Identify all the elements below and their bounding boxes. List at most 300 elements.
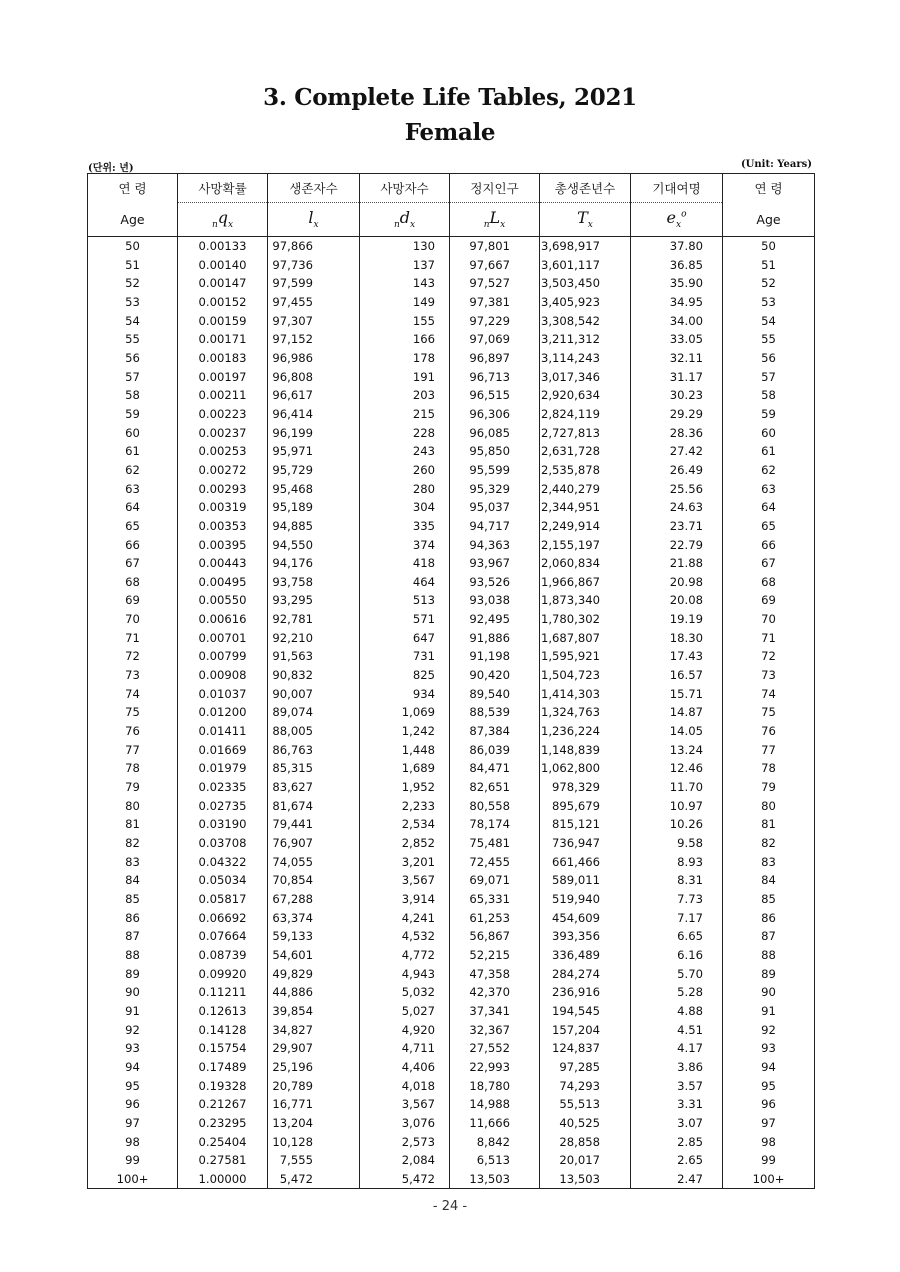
- cell-age: 89: [125, 966, 140, 981]
- cell-deaths: 1,689: [360, 759, 450, 778]
- cell-age-right: 68: [723, 573, 815, 592]
- cell-total-person-years: 1,780,302: [540, 610, 631, 629]
- table-row: [88, 834, 815, 853]
- cell-age: 76: [125, 724, 140, 739]
- cell-survivors: 63,374: [268, 909, 360, 928]
- cell-age: 90: [125, 985, 140, 1000]
- cell-age: 97: [125, 1115, 140, 1130]
- cell-total-person-years: 124,837: [540, 1039, 631, 1058]
- cell-total-person-years: 895,679: [540, 797, 631, 816]
- table-row: [88, 237, 815, 256]
- cell-life-expectancy: 3.57: [631, 1077, 723, 1096]
- cell-stationary-population: 14,988: [450, 1095, 540, 1114]
- cell-stationary-population: 95,850: [450, 442, 540, 461]
- cell-age: 56: [125, 350, 140, 365]
- cell-age: 68: [125, 574, 140, 589]
- table-row: [88, 293, 815, 312]
- cell-death-probability: 0.00550: [178, 591, 268, 610]
- cell-age: 63: [125, 481, 140, 496]
- cell-stationary-population: 32,367: [450, 1021, 540, 1040]
- cell-life-expectancy: 27.42: [631, 442, 723, 461]
- cell-age: 59: [125, 406, 140, 421]
- table-row: [88, 591, 815, 610]
- cell-death-probability: 0.19328: [178, 1077, 268, 1096]
- cell-survivors: 90,007: [268, 685, 360, 704]
- table-row: [88, 909, 815, 928]
- cell-stationary-population: 94,363: [450, 536, 540, 555]
- cell-death-probability: 0.00152: [178, 293, 268, 312]
- cell-life-expectancy: 2.85: [631, 1133, 723, 1152]
- cell-age: 77: [125, 742, 140, 757]
- cell-stationary-population: 11,666: [450, 1114, 540, 1133]
- cell-total-person-years: 3,308,542: [540, 312, 631, 331]
- cell-survivors: 13,204: [268, 1114, 360, 1133]
- cell-stationary-population: 92,495: [450, 610, 540, 629]
- cell-survivors: 81,674: [268, 797, 360, 816]
- unit-label-english: (Unit: Years): [740, 159, 812, 170]
- cell-stationary-population: 96,085: [450, 424, 540, 443]
- cell-deaths: 4,532: [360, 927, 450, 946]
- table-row: [88, 1151, 815, 1170]
- cell-deaths: 5,032: [360, 983, 450, 1002]
- cell-survivors: 91,563: [268, 647, 360, 666]
- cell-age-right: 71: [723, 629, 815, 648]
- cell-age-right: 50: [723, 237, 815, 256]
- cell-age-right: 99: [723, 1151, 815, 1170]
- symbol-nLx: $_nL_x$: [450, 203, 540, 237]
- cell-age-right: 97: [723, 1114, 815, 1133]
- table-row: [88, 722, 815, 741]
- cell-age-right: 51: [723, 256, 815, 275]
- cell-deaths: 3,567: [360, 871, 450, 890]
- cell-age: 96: [125, 1097, 140, 1112]
- cell-survivors: 95,971: [268, 442, 360, 461]
- cell-stationary-population: 8,842: [450, 1133, 540, 1152]
- cell-total-person-years: 393,356: [540, 927, 631, 946]
- table-row: [88, 871, 815, 890]
- cell-stationary-population: 97,667: [450, 256, 540, 275]
- cell-life-expectancy: 29.29: [631, 405, 723, 424]
- cell-death-probability: 0.01037: [178, 685, 268, 704]
- cell-deaths: 2,084: [360, 1151, 450, 1170]
- cell-death-probability: 0.00908: [178, 666, 268, 685]
- cell-stationary-population: 91,886: [450, 629, 540, 648]
- cell-life-expectancy: 36.85: [631, 256, 723, 275]
- cell-death-probability: 0.08739: [178, 946, 268, 965]
- cell-stationary-population: 90,420: [450, 666, 540, 685]
- table-row: [88, 442, 815, 461]
- cell-stationary-population: 97,069: [450, 330, 540, 349]
- table-row: [88, 647, 815, 666]
- cell-total-person-years: 2,920,634: [540, 386, 631, 405]
- cell-age: 52: [125, 276, 140, 291]
- cell-death-probability: 0.11211: [178, 983, 268, 1002]
- cell-survivors: 93,758: [268, 573, 360, 592]
- cell-death-probability: 0.01979: [178, 759, 268, 778]
- cell-age-right: 69: [723, 591, 815, 610]
- cell-survivors: 96,617: [268, 386, 360, 405]
- cell-age: 72: [125, 649, 140, 664]
- cell-life-expectancy: 33.05: [631, 330, 723, 349]
- cell-total-person-years: 2,249,914: [540, 517, 631, 536]
- cell-death-probability: 1.00000: [178, 1170, 268, 1189]
- table-row: [88, 274, 815, 293]
- cell-survivors: 96,414: [268, 405, 360, 424]
- cell-life-expectancy: 5.28: [631, 983, 723, 1002]
- table-row: [88, 480, 815, 499]
- table-row: [88, 610, 815, 629]
- cell-total-person-years: 1,504,723: [540, 666, 631, 685]
- cell-life-expectancy: 7.73: [631, 890, 723, 909]
- cell-deaths: 3,201: [360, 853, 450, 872]
- cell-life-expectancy: 3.07: [631, 1114, 723, 1133]
- cell-age-right: 84: [723, 871, 815, 890]
- cell-total-person-years: 97,285: [540, 1058, 631, 1077]
- cell-age: 88: [125, 947, 140, 962]
- cell-death-probability: 0.00223: [178, 405, 268, 424]
- table-row: [88, 965, 815, 984]
- table-body: [88, 237, 815, 1189]
- cell-stationary-population: 47,358: [450, 965, 540, 984]
- cell-age: 85: [125, 891, 140, 906]
- header-age-english-left: Age: [88, 203, 178, 237]
- cell-life-expectancy: 14.87: [631, 703, 723, 722]
- cell-age-right: 61: [723, 442, 815, 461]
- cell-survivors: 94,885: [268, 517, 360, 536]
- header-death-probability: 사망확률: [178, 174, 268, 203]
- cell-total-person-years: 1,687,807: [540, 629, 631, 648]
- cell-survivors: 95,729: [268, 461, 360, 480]
- cell-life-expectancy: 20.08: [631, 591, 723, 610]
- cell-total-person-years: 661,466: [540, 853, 631, 872]
- table-row: [88, 498, 815, 517]
- cell-age: 78: [125, 761, 140, 776]
- table-row: [88, 368, 815, 387]
- cell-deaths: 1,069: [360, 703, 450, 722]
- cell-total-person-years: 1,236,224: [540, 722, 631, 741]
- cell-deaths: 2,852: [360, 834, 450, 853]
- cell-life-expectancy: 24.63: [631, 498, 723, 517]
- cell-age-right: 88: [723, 946, 815, 965]
- cell-survivors: 67,288: [268, 890, 360, 909]
- cell-survivors: 97,866: [268, 237, 360, 256]
- cell-life-expectancy: 10.97: [631, 797, 723, 816]
- cell-death-probability: 0.25404: [178, 1133, 268, 1152]
- cell-total-person-years: 40,525: [540, 1114, 631, 1133]
- page-title: 3. Complete Life Tables, 2021: [263, 84, 637, 111]
- cell-deaths: 5,027: [360, 1002, 450, 1021]
- cell-deaths: 647: [360, 629, 450, 648]
- cell-total-person-years: 194,545: [540, 1002, 631, 1021]
- cell-death-probability: 0.00319: [178, 498, 268, 517]
- cell-total-person-years: 1,595,921: [540, 647, 631, 666]
- cell-age: 94: [125, 1059, 140, 1074]
- cell-age-right: 60: [723, 424, 815, 443]
- cell-stationary-population: 82,651: [450, 778, 540, 797]
- cell-stationary-population: 97,801: [450, 237, 540, 256]
- cell-survivors: 94,550: [268, 536, 360, 555]
- cell-stationary-population: 97,381: [450, 293, 540, 312]
- table-row: [88, 703, 815, 722]
- table-row: [88, 1039, 815, 1058]
- cell-age-right: 74: [723, 685, 815, 704]
- table-row: [88, 890, 815, 909]
- cell-total-person-years: 2,155,197: [540, 536, 631, 555]
- cell-survivors: 97,599: [268, 274, 360, 293]
- cell-total-person-years: 157,204: [540, 1021, 631, 1040]
- cell-survivors: 92,781: [268, 610, 360, 629]
- cell-total-person-years: 454,609: [540, 909, 631, 928]
- cell-deaths: 5,472: [360, 1170, 450, 1189]
- cell-stationary-population: 13,503: [450, 1170, 540, 1189]
- header-survivors: 생존자수: [268, 174, 360, 203]
- cell-death-probability: 0.00799: [178, 647, 268, 666]
- table-row: [88, 927, 815, 946]
- cell-stationary-population: 52,215: [450, 946, 540, 965]
- cell-death-probability: 0.05817: [178, 890, 268, 909]
- cell-stationary-population: 75,481: [450, 834, 540, 853]
- cell-total-person-years: 3,211,312: [540, 330, 631, 349]
- cell-stationary-population: 56,867: [450, 927, 540, 946]
- cell-age: 57: [125, 369, 140, 384]
- cell-life-expectancy: 2.47: [631, 1170, 723, 1189]
- cell-age: 82: [125, 836, 140, 850]
- cell-death-probability: 0.00197: [178, 368, 268, 387]
- cell-stationary-population: 65,331: [450, 890, 540, 909]
- cell-deaths: 513: [360, 591, 450, 610]
- cell-total-person-years: 2,824,119: [540, 405, 631, 424]
- cell-death-probability: 0.00701: [178, 629, 268, 648]
- cell-life-expectancy: 17.43: [631, 647, 723, 666]
- cell-death-probability: 0.00140: [178, 256, 268, 275]
- cell-deaths: 228: [360, 424, 450, 443]
- cell-total-person-years: 236,916: [540, 983, 631, 1002]
- cell-survivors: 89,074: [268, 703, 360, 722]
- table-row: [88, 629, 815, 648]
- cell-age: 91: [125, 1003, 140, 1018]
- cell-life-expectancy: 18.30: [631, 629, 723, 648]
- header-deaths: 사망자수: [360, 174, 450, 203]
- cell-age: 62: [125, 462, 140, 477]
- cell-life-expectancy: 6.16: [631, 946, 723, 965]
- cell-survivors: 95,189: [268, 498, 360, 517]
- cell-age: 79: [125, 780, 140, 795]
- cell-deaths: 243: [360, 442, 450, 461]
- cell-death-probability: 0.00183: [178, 349, 268, 368]
- cell-age: 75: [125, 705, 140, 720]
- cell-survivors: 83,627: [268, 778, 360, 797]
- cell-survivors: 79,441: [268, 815, 360, 834]
- cell-age: 66: [125, 537, 140, 552]
- table-row: [88, 424, 815, 443]
- symbol-ex: $e_x^o$: [631, 203, 723, 237]
- cell-deaths: 143: [360, 274, 450, 293]
- table-row: [88, 946, 815, 965]
- cell-survivors: 10,128: [268, 1133, 360, 1152]
- cell-death-probability: 0.01200: [178, 703, 268, 722]
- cell-life-expectancy: 3.31: [631, 1095, 723, 1114]
- cell-death-probability: 0.05034: [178, 871, 268, 890]
- cell-life-expectancy: 4.88: [631, 1002, 723, 1021]
- cell-stationary-population: 97,229: [450, 312, 540, 331]
- cell-life-expectancy: 6.65: [631, 927, 723, 946]
- cell-life-expectancy: 28.36: [631, 424, 723, 443]
- cell-life-expectancy: 3.86: [631, 1058, 723, 1077]
- cell-life-expectancy: 30.23: [631, 386, 723, 405]
- cell-total-person-years: 3,698,917: [540, 237, 631, 256]
- cell-death-probability: 0.00133: [178, 237, 268, 256]
- cell-age: 99: [125, 1153, 140, 1168]
- cell-deaths: 149: [360, 293, 450, 312]
- cell-stationary-population: 22,993: [450, 1058, 540, 1077]
- cell-age-right: 92: [723, 1021, 815, 1040]
- cell-stationary-population: 91,198: [450, 647, 540, 666]
- cell-stationary-population: 88,539: [450, 703, 540, 722]
- cell-age-right: 82: [723, 834, 815, 853]
- cell-age-right: 53: [723, 293, 815, 312]
- table-row: [88, 517, 815, 536]
- symbol-Tx: $T_x$: [540, 203, 631, 237]
- cell-age-right: 81: [723, 815, 815, 834]
- table-row: [88, 1095, 815, 1114]
- cell-age-right: 57: [723, 368, 815, 387]
- cell-total-person-years: 3,114,243: [540, 349, 631, 368]
- cell-death-probability: 0.00395: [178, 536, 268, 555]
- cell-age: 100+: [116, 1171, 149, 1186]
- cell-deaths: 215: [360, 405, 450, 424]
- cell-stationary-population: 86,039: [450, 741, 540, 760]
- cell-life-expectancy: 21.88: [631, 554, 723, 573]
- cell-life-expectancy: 22.79: [631, 536, 723, 555]
- cell-life-expectancy: 34.95: [631, 293, 723, 312]
- cell-age-right: 77: [723, 741, 815, 760]
- cell-age: 61: [125, 444, 140, 459]
- cell-death-probability: 0.00495: [178, 573, 268, 592]
- cell-survivors: 96,808: [268, 368, 360, 387]
- cell-life-expectancy: 20.98: [631, 573, 723, 592]
- cell-death-probability: 0.02735: [178, 797, 268, 816]
- cell-age: 81: [125, 817, 140, 832]
- cell-death-probability: 0.23295: [178, 1114, 268, 1133]
- cell-age: 71: [125, 630, 140, 645]
- table-row: [88, 983, 815, 1002]
- cell-total-person-years: 1,324,763: [540, 703, 631, 722]
- cell-death-probability: 0.06692: [178, 909, 268, 928]
- cell-stationary-population: 96,713: [450, 368, 540, 387]
- cell-age: 87: [125, 929, 140, 944]
- cell-total-person-years: 2,344,951: [540, 498, 631, 517]
- cell-total-person-years: 1,062,800: [540, 759, 631, 778]
- cell-total-person-years: 3,017,346: [540, 368, 631, 387]
- cell-age-right: 100+: [723, 1170, 815, 1189]
- table-row: [88, 554, 815, 573]
- cell-survivors: 34,827: [268, 1021, 360, 1040]
- cell-deaths: 203: [360, 386, 450, 405]
- cell-deaths: 178: [360, 349, 450, 368]
- cell-deaths: 130: [360, 237, 450, 256]
- cell-life-expectancy: 34.00: [631, 312, 723, 331]
- cell-life-expectancy: 35.90: [631, 274, 723, 293]
- cell-stationary-population: 93,526: [450, 573, 540, 592]
- cell-total-person-years: 2,727,813: [540, 424, 631, 443]
- table-row: [88, 759, 815, 778]
- table-row: [88, 853, 815, 872]
- cell-age: 65: [125, 518, 140, 533]
- cell-total-person-years: 2,060,834: [540, 554, 631, 573]
- cell-deaths: 4,920: [360, 1021, 450, 1040]
- cell-survivors: 97,736: [268, 256, 360, 275]
- cell-survivors: 94,176: [268, 554, 360, 573]
- cell-age-right: 72: [723, 647, 815, 666]
- cell-life-expectancy: 12.46: [631, 759, 723, 778]
- cell-total-person-years: 3,601,117: [540, 256, 631, 275]
- cell-total-person-years: 1,414,303: [540, 685, 631, 704]
- cell-age: 67: [125, 556, 140, 571]
- cell-survivors: 90,832: [268, 666, 360, 685]
- cell-stationary-population: 96,897: [450, 349, 540, 368]
- cell-survivors: 93,295: [268, 591, 360, 610]
- cell-life-expectancy: 9.58: [631, 834, 723, 853]
- cell-survivors: 20,789: [268, 1077, 360, 1096]
- cell-death-probability: 0.03708: [178, 834, 268, 853]
- cell-life-expectancy: 23.71: [631, 517, 723, 536]
- cell-total-person-years: 1,148,839: [540, 741, 631, 760]
- cell-age: 86: [125, 910, 140, 925]
- table-row: [88, 386, 815, 405]
- table-row: [88, 1133, 815, 1152]
- cell-survivors: 86,763: [268, 741, 360, 760]
- cell-deaths: 3,567: [360, 1095, 450, 1114]
- cell-age-right: 67: [723, 554, 815, 573]
- cell-age-right: 78: [723, 759, 815, 778]
- table-row: [88, 1021, 815, 1040]
- cell-survivors: 39,854: [268, 1002, 360, 1021]
- cell-life-expectancy: 2.65: [631, 1151, 723, 1170]
- cell-deaths: 934: [360, 685, 450, 704]
- cell-total-person-years: 2,535,878: [540, 461, 631, 480]
- cell-age: 69: [125, 593, 140, 608]
- header-row-korean: [88, 174, 815, 203]
- cell-deaths: 191: [360, 368, 450, 387]
- cell-life-expectancy: 15.71: [631, 685, 723, 704]
- cell-survivors: 76,907: [268, 834, 360, 853]
- cell-survivors: 95,468: [268, 480, 360, 499]
- table-row: [88, 536, 815, 555]
- cell-life-expectancy: 31.17: [631, 368, 723, 387]
- cell-death-probability: 0.07664: [178, 927, 268, 946]
- cell-survivors: 59,133: [268, 927, 360, 946]
- cell-age-right: 56: [723, 349, 815, 368]
- cell-deaths: 280: [360, 480, 450, 499]
- cell-deaths: 4,018: [360, 1077, 450, 1096]
- cell-total-person-years: 284,274: [540, 965, 631, 984]
- cell-total-person-years: 815,121: [540, 815, 631, 834]
- table-row: [88, 1114, 815, 1133]
- cell-life-expectancy: 8.93: [631, 853, 723, 872]
- cell-deaths: 260: [360, 461, 450, 480]
- cell-deaths: 825: [360, 666, 450, 685]
- cell-age-right: 64: [723, 498, 815, 517]
- cell-survivors: 7,555: [268, 1151, 360, 1170]
- cell-age-right: 58: [723, 386, 815, 405]
- cell-age: 60: [125, 425, 140, 440]
- cell-total-person-years: 3,503,450: [540, 274, 631, 293]
- cell-total-person-years: 3,405,923: [540, 293, 631, 312]
- cell-death-probability: 0.00147: [178, 274, 268, 293]
- cell-age-right: 80: [723, 797, 815, 816]
- cell-life-expectancy: 32.11: [631, 349, 723, 368]
- cell-life-expectancy: 4.51: [631, 1021, 723, 1040]
